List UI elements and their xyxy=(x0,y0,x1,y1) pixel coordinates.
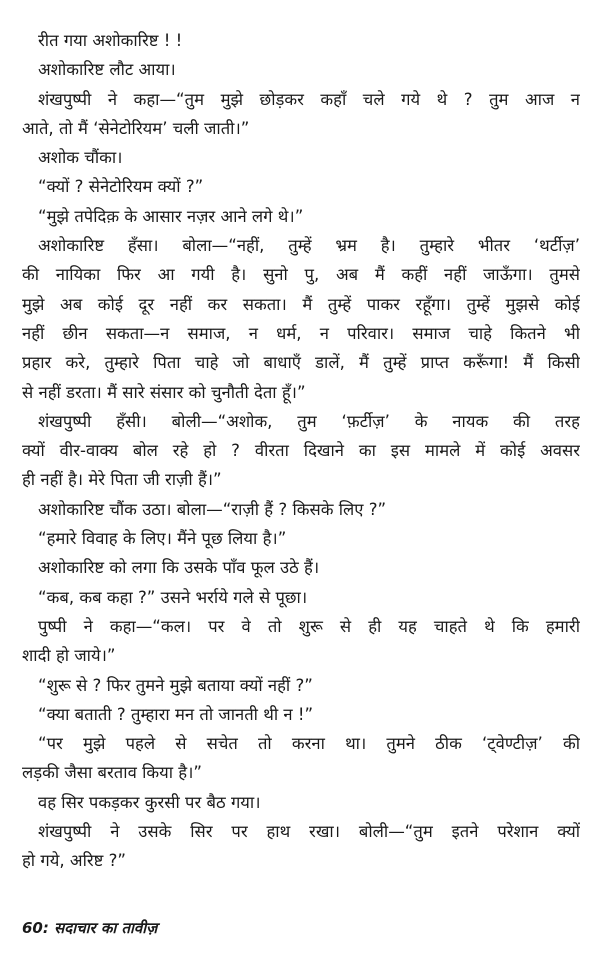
text-line: अशोकारिष्ट चौंक उठा। बोला—“राज़ी हैं ? किसके लिए ?” xyxy=(38,499,387,519)
text-line: “क्या बताती ? तुम्हारा मन तो जानती थी न !” xyxy=(38,704,314,724)
text-line: वह सिर पकड़कर कुरसी पर बैठ गया। xyxy=(38,792,261,812)
text-line: ही नहीं है। मेरे पिता जी राज़ी हैं।” xyxy=(22,470,222,490)
text-line: हो गये, अरिष्ट ?” xyxy=(22,851,127,871)
page-number: 60 xyxy=(22,919,43,937)
text-line: “पर मुझे पहले से सचेत तो करना था। तुमने ठीक ‘ट्वेण्टीज़’ की xyxy=(38,734,580,754)
text-line: क्यों वीर-वाक्य बोल रहे हो ? वीरता दिखाने का इस मामले में कोई अवसर xyxy=(22,441,580,461)
text-line: प्रहार करे, तुम्हारे पिता चाहे जो बाधाएँ डालें, मैं तुम्हें प्राप्त करूँगा! मैं किसी xyxy=(22,353,580,373)
footer-separator: : xyxy=(42,919,49,937)
text-line: “मुझे तपेदिक़ के आसार नज़र आने लगे थे।” xyxy=(38,206,304,226)
text-line: शादी हो जाये।” xyxy=(22,646,116,666)
text-line: पुष्पी ने कहा—“कल। पर वे तो शुरू से ही यह चाहते थे कि हमारी xyxy=(38,616,580,636)
text-line: रीत गया अशोकारिष्ट ! ! xyxy=(38,31,183,50)
text-line: लड़की जैसा बरताव किया है।” xyxy=(22,763,203,783)
text-line: “कब, कब कहा ?” उसने भर्राये गले से पूछा। xyxy=(38,587,308,607)
text-line: अशोकारिष्ट लौट आया। xyxy=(38,60,176,80)
text-line: नहीं छीन सकता—न समाज, न धर्म, न परिवार। समाज चाहे कितने भी xyxy=(22,323,580,343)
text-line: की नायिका फिर आ गयी है। सुनो पु, अब मैं कहीं नहीं जाऊँगा। तुमसे xyxy=(22,265,580,285)
text-line: अशोकारिष्ट हँसा। बोला—“नहीं, तुम्हें भ्रम है। तुम्हारे भीतर ‘थर्टीज़’ xyxy=(38,236,580,256)
text-line: शंखपुष्पी ने उसके सिर पर हाथ रखा। बोली—“तुम इतने परेशान क्यों xyxy=(38,822,580,842)
text-line: शंखपुष्पी ने कहा—“तुम मुझे छोड़कर कहाँ चले गये थे ? तुम आज न xyxy=(38,89,580,109)
page-body xyxy=(22,26,580,876)
text-line: “हमारे विवाह के लिए। मैंने पूछ लिया है।” xyxy=(38,529,287,549)
text-line: मुझे अब कोई दूर नहीं कर सकता। मैं तुम्हें पाकर रहूँगा। तुम्हें मुझसे कोई xyxy=(22,294,580,314)
text-line: से नहीं डरता। मैं सारे संसार को चुनौती देता हूँ।” xyxy=(22,382,306,402)
page-footer xyxy=(22,918,157,938)
book-title: सदाचार का तावीज़ xyxy=(54,919,158,937)
text-line: अशोकारिष्ट को लगा कि उसके पाँव फूल उठे हैं। xyxy=(38,558,320,578)
text-line: “शुरू से ? फिर तुमने मुझे बताया क्यों नहीं ?” xyxy=(38,675,313,695)
text-line: शंखपुष्पी हँसी। बोली—“अशोक, तुम ‘फ़र्टीज़’ के नायक की तरह xyxy=(38,411,580,431)
text-line: “क्यों ? सेनेटोरियम क्यों ?” xyxy=(38,177,204,197)
text-line: अशोक चौंका। xyxy=(38,148,123,168)
text-line: आते, तो मैं ‘सेनेटोरियम’ चली जाती।” xyxy=(22,118,250,138)
